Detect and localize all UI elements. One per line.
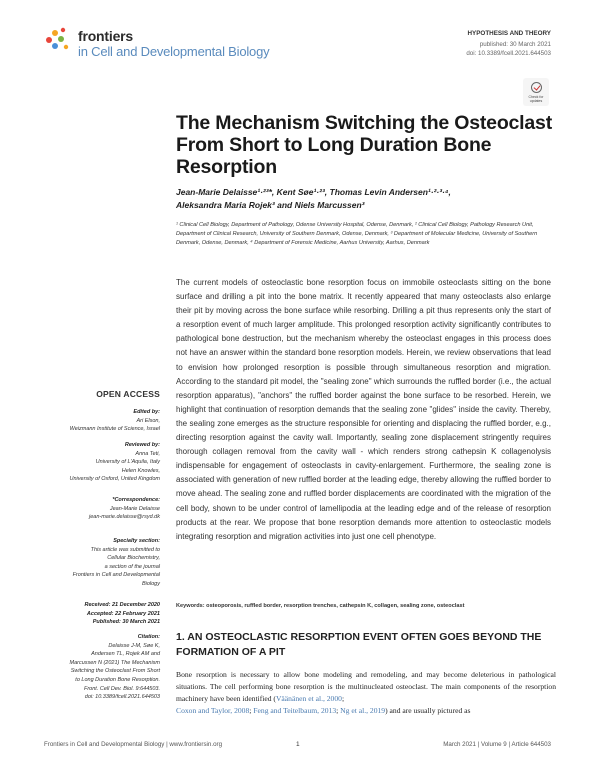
author-line[interactable]: Aleksandra Maria Rojek³ and Niels Marcussen³ [176, 200, 365, 210]
reviewed-by-block [40, 441, 160, 484]
specialty-heading: Specialty section: [113, 538, 160, 544]
journal-subtitle[interactable]: in Cell and Developmental Biology [78, 44, 270, 59]
citation-line: Andersen TL, Rojek AM and [91, 651, 160, 658]
abstract: The current models of osteoclastic bone resorption focus on immobile osteoclasts sitting on the bone surface and drilling a pit into the bone matrix. It recently appeared that many osteoclasts also enlarge their pit by moving across the bone surface while resorbing. Drilling a pit thus represents only the start of a resorption event of much larger amplitude. This prolonged resorption activity significantly contributes to pathological bone destruction, but the mechanism whereby the osteoclast engages in this process does not have an answer within the standard bone resorption models. Herein, we review observations that lead to envision how prolonged resorption is possible through simultaneous resorption and migration. According to the standard pit model, the "sealing zone" which surrounds the ruffled border (i.e., the actual resorption apparatus), "anchors" the ruffled border against the bone surface to be resorbed. Herein, we highlight that continuation of resorption demands that the sealing zone "glides" inside the cavity. Thereby, the sealing zone emerges as the structure responsible for orienting and displacing the ruffled border, e.g., directing resorption against the cavity wall. Importantly, sealing zone displacement stringently requires thorough collagen removal from the cavity wall - which renders strong cathepsin K collagenolysis indispensable for engagement of osteoclasts in cavity-enlargement. Furthermore, the sealing zone is associated with generation of new ruffled border at the leading edge, thereby allowing the ruffled border to move ahead. The sealing zone and ruffled border displacements are coordinated with the migration of the cell body, shown to be under control of lamellipodia at the leading edge and of the release of resorption products at the rear. We propose that bone resorption demands more attention to osteoclastic models integrating resorption and migration activities into just one cell phenotype. [176, 278, 551, 541]
specialty-line[interactable]: Biology [141, 580, 160, 587]
citation-line: Delaisse J-M, Søe K, [108, 642, 160, 649]
page-number: 1 [296, 741, 300, 748]
check-updates-icon [531, 82, 542, 93]
published-date: published: 30 March 2021 [479, 41, 551, 48]
check-for-updates-button[interactable] [523, 78, 549, 106]
correspondence-name: Jean-Marie Delaisse [109, 505, 160, 512]
citation-link[interactable]: Feng and Teitelbaum, 2013 [253, 706, 337, 715]
edited-by-block [40, 408, 160, 434]
doi-link[interactable]: doi: 10.3389/fcell.2021.644503 [466, 50, 551, 57]
specialty-line: Cellular Biochemistry, [107, 555, 160, 562]
citation-block [40, 633, 160, 702]
published-date-side: Published: 30 March 2021 [92, 619, 160, 626]
body-text: Bone resorption is necessary to allow bone modeling and remodeling, and may become deleterious in pathological situations. The cell performing bone resorption is the multinucleated osteoclast. The main components of the resorption machinery have been identified ( [176, 670, 556, 703]
citation-line: Front. Cell Dev. Biol. 9:644503. [83, 685, 160, 692]
body-text: ; [341, 694, 345, 703]
body-paragraph [176, 669, 556, 717]
author-line[interactable]: Jean-Marie Delaisse¹·²³*, Kent Søe¹·²³, Thomas Levin Andersen¹·²·³·⁴, [176, 187, 451, 197]
article-title: The Mechanism Switching the Osteoclast From Short to Long Duration Bone Resorption [176, 112, 552, 178]
reviewer-line: Helen Knowles, [121, 467, 160, 474]
section-heading: 1. AN OSTEOCLASTIC RESORPTION EVENT OFTEN GOES BEYOND THE FORMATION OF A PIT [176, 631, 542, 658]
correspondence-block [40, 496, 160, 522]
author-list [176, 186, 556, 212]
citation-line: Switching the Osteoclast From Short [70, 668, 160, 675]
received-date: Received: 21 December 2020 [84, 602, 160, 608]
dates-block [40, 601, 160, 627]
correspondence-email[interactable]: jean-marie.delaisse@rsyd.dk [88, 514, 160, 521]
edited-by-heading: Edited by: [133, 409, 160, 415]
affiliations: ¹ Clinical Cell Biology, Department of Pathology, Odense University Hospital, Odense, Denmark, ² Clinical Cell Biology, Pathology Research Unit, Department of Clinical Research, University of Southern Denmark, Odense, Denmark, ³ Department of Molecular Medicine, University of Southern Denmark, Odense, Denmark, ⁴ Department of Forensic Medicine, Aarhus University, Aarhus, Denmark [176, 222, 538, 246]
journal-name[interactable]: frontiers [78, 28, 133, 44]
citation-heading: Citation: [137, 634, 160, 640]
reviewer-line: University of L'Aquila, Italy [95, 459, 160, 466]
open-access-label: OPEN ACCESS [96, 389, 160, 399]
editor-line: Ari Elson, [136, 417, 160, 424]
check-updates-label: Check for updates [528, 94, 544, 103]
specialty-line: This article was submitted to [90, 546, 160, 553]
correspondence-heading: *Correspondence: [112, 497, 160, 503]
specialty-line[interactable]: Frontiers in Cell and Developmental [72, 572, 160, 579]
keywords: Keywords: osteoporosis, ruffled border, resorption trenches, cathepsin K, collagen, sealing zone, osteoclast [176, 603, 465, 609]
body-text: ) and are usually pictured as [385, 706, 471, 715]
reviewed-by-heading: Reviewed by: [124, 442, 160, 448]
reviewer-line: Anna Teti, [135, 450, 160, 457]
citation-link[interactable]: Väänänen et al., 2000 [275, 694, 342, 703]
citation-doi[interactable]: doi: 10.3389/fcell.2021.644503 [84, 694, 160, 701]
body-text: ; [249, 706, 254, 715]
footer-journal[interactable]: Frontiers in Cell and Developmental Biology | www.frontiersin.org [44, 741, 223, 748]
frontiers-logo-icon [44, 26, 72, 54]
citation-link[interactable]: Ng et al., 2019 [340, 706, 386, 715]
citation-line: to Long Duration Bone Resorption. [75, 676, 160, 683]
body-text: ; [336, 706, 341, 715]
article-type: HYPOTHESIS AND THEORY [467, 30, 551, 37]
citation-link[interactable]: Coxon and Taylor, 2008 [176, 706, 250, 715]
reviewer-line: University of Oxford, United Kingdom [69, 476, 160, 483]
footer-volume: March 2021 | Volume 9 | Article 644503 [443, 741, 551, 748]
accepted-date: Accepted: 22 February 2021 [86, 610, 160, 617]
editor-line: Weizmann Institute of Science, Israel [69, 426, 160, 433]
citation-line: Marcussen N (2021) The Mechanism [69, 659, 160, 666]
specialty-section-block [40, 537, 160, 589]
specialty-line: a section of the journal [104, 563, 160, 570]
